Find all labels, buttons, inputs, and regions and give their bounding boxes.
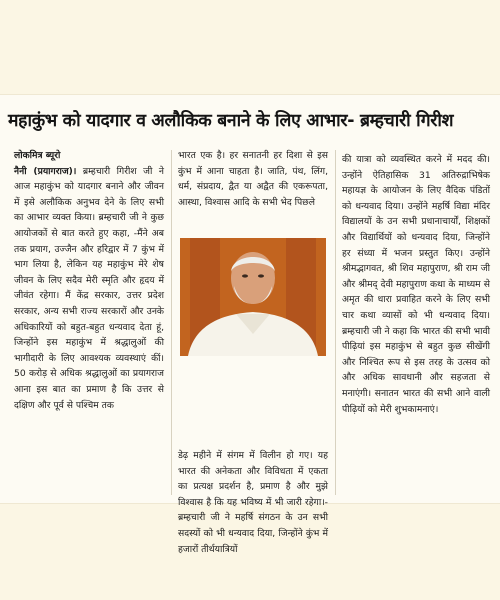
article-column-3 bbox=[342, 152, 490, 417]
byline-place: नैनी (प्रयागराज)। bbox=[14, 165, 77, 177]
column-1-text: ब्रम्हचारी गिरीश जी ने आज महाकुंभ को यादगार बनाने और जीवन में इसे अलौकिक अनुभव देने के लिए सभी का आभार व्यक्त किया। ब्रम्हचारी जी ने कुछ आयोजकों से बात करते हुए कहा, -मैंने अब तक प्रयाग, उज्जैन और हरिद्वार में 7 कुंभ में भाग लिया है, लेकिन यह महाकुंभ मेरे शेष जीवन के लिए सदैव मेरी स्मृति और हृदय में जीवंत रहेगा। मैं केंद्र सरकार, उत्तर प्रदेश सरकार, अन्य सभी राज्य सरकारों और उनके अधिकारियों को बहुत-बहुत धन्यवाद देता हूं, जिन्होंने इस महाकुंभ में श्रद्धालुओं की भागीदारी के लिए आवश्यक व्यवस्थाएं कीं। 50 करोड़ से अधिक श्रद्धालुओं का प्रयागराज आना इस बात का प्रमाण है कि उत्तर से दक्षिण और पूर्व से पश्चिम तक bbox=[14, 165, 164, 411]
column-divider bbox=[335, 150, 336, 495]
byline-agency: लोकमित्र ब्यूरो bbox=[14, 150, 61, 161]
column-2-top-text: भारत एक है। हर सनातनी हर दिशा से इस कुंभ में आना चाहता है। जाति, पंथ, लिंग, धर्म, संप्रदाय, द्वैत या अद्वैत की एकरूपता, आस्था, विश्वास आदि के सभी भेद पिछले bbox=[178, 150, 328, 208]
column-3-text: की यात्रा को व्यवस्थित करने में मदद की। उन्होंने ऐतिहासिक 31 अतिरुद्राभिषेक महायज्ञ के आयोजन के लिए वैदिक पंडितों को धन्यवाद दिया। उन्होंने महर्षि विद्या मंदिर विद्यालयों के उन सभी प्रधानाचार्यों, शिक्षकों और विद्यार्थियों को धन्यवाद दिया, जिन्होंने हर संध्या में भजन प्रस्तुत किए। उन्होंने श्रीमद्भागवत, श्री शिव महापुराण, श्री राम जी और श्रीमद् देवी महापुराण कथा के माध्यम से अमृत की धारा प्रवाहित करने के लिए सभी चार कथा व्यासों को भी धन्यवाद दिया। ब्रम्हचारी जी ने कहा कि भारत की सभी भावी पीढ़ियां इस महाकुंभ से बहुत कुछ सीखेंगी और निश्चित रूप से इस तरह के उत्सव को और अधिक सावधानी और सहजता से मनाएंगी। सनातन भारत की सभी आने वाली पीढ़ियों को मेरी शुभकामनाएं। bbox=[342, 154, 490, 415]
column-2-bottom-text: डेढ़ महीने में संगम में विलीन हो गए। यह भारत की अनेकता और विविधता में एकता का प्रत्यक्ष प्रदर्शन है, प्रमाण है और मुझे विश्वास है कि यह भविष्य में भी जारी रहेगा।- ब्रम्हचारी जी ने महर्षि संगठन के उन सभी सदस्यों को भी धन्यवाद दिया, जिन्होंने कुंभ में हजारों तीर्थयात्रियों bbox=[178, 450, 328, 555]
portrait-photo bbox=[180, 238, 326, 356]
article-column-2 bbox=[178, 148, 328, 555]
article-column-1 bbox=[14, 148, 164, 413]
column-divider bbox=[171, 150, 172, 495]
article-headline: महाकुंभ को यादगार व अलौकिक बनाने के लिए आभार- ब्रम्हचारी गिरीश bbox=[8, 111, 454, 131]
